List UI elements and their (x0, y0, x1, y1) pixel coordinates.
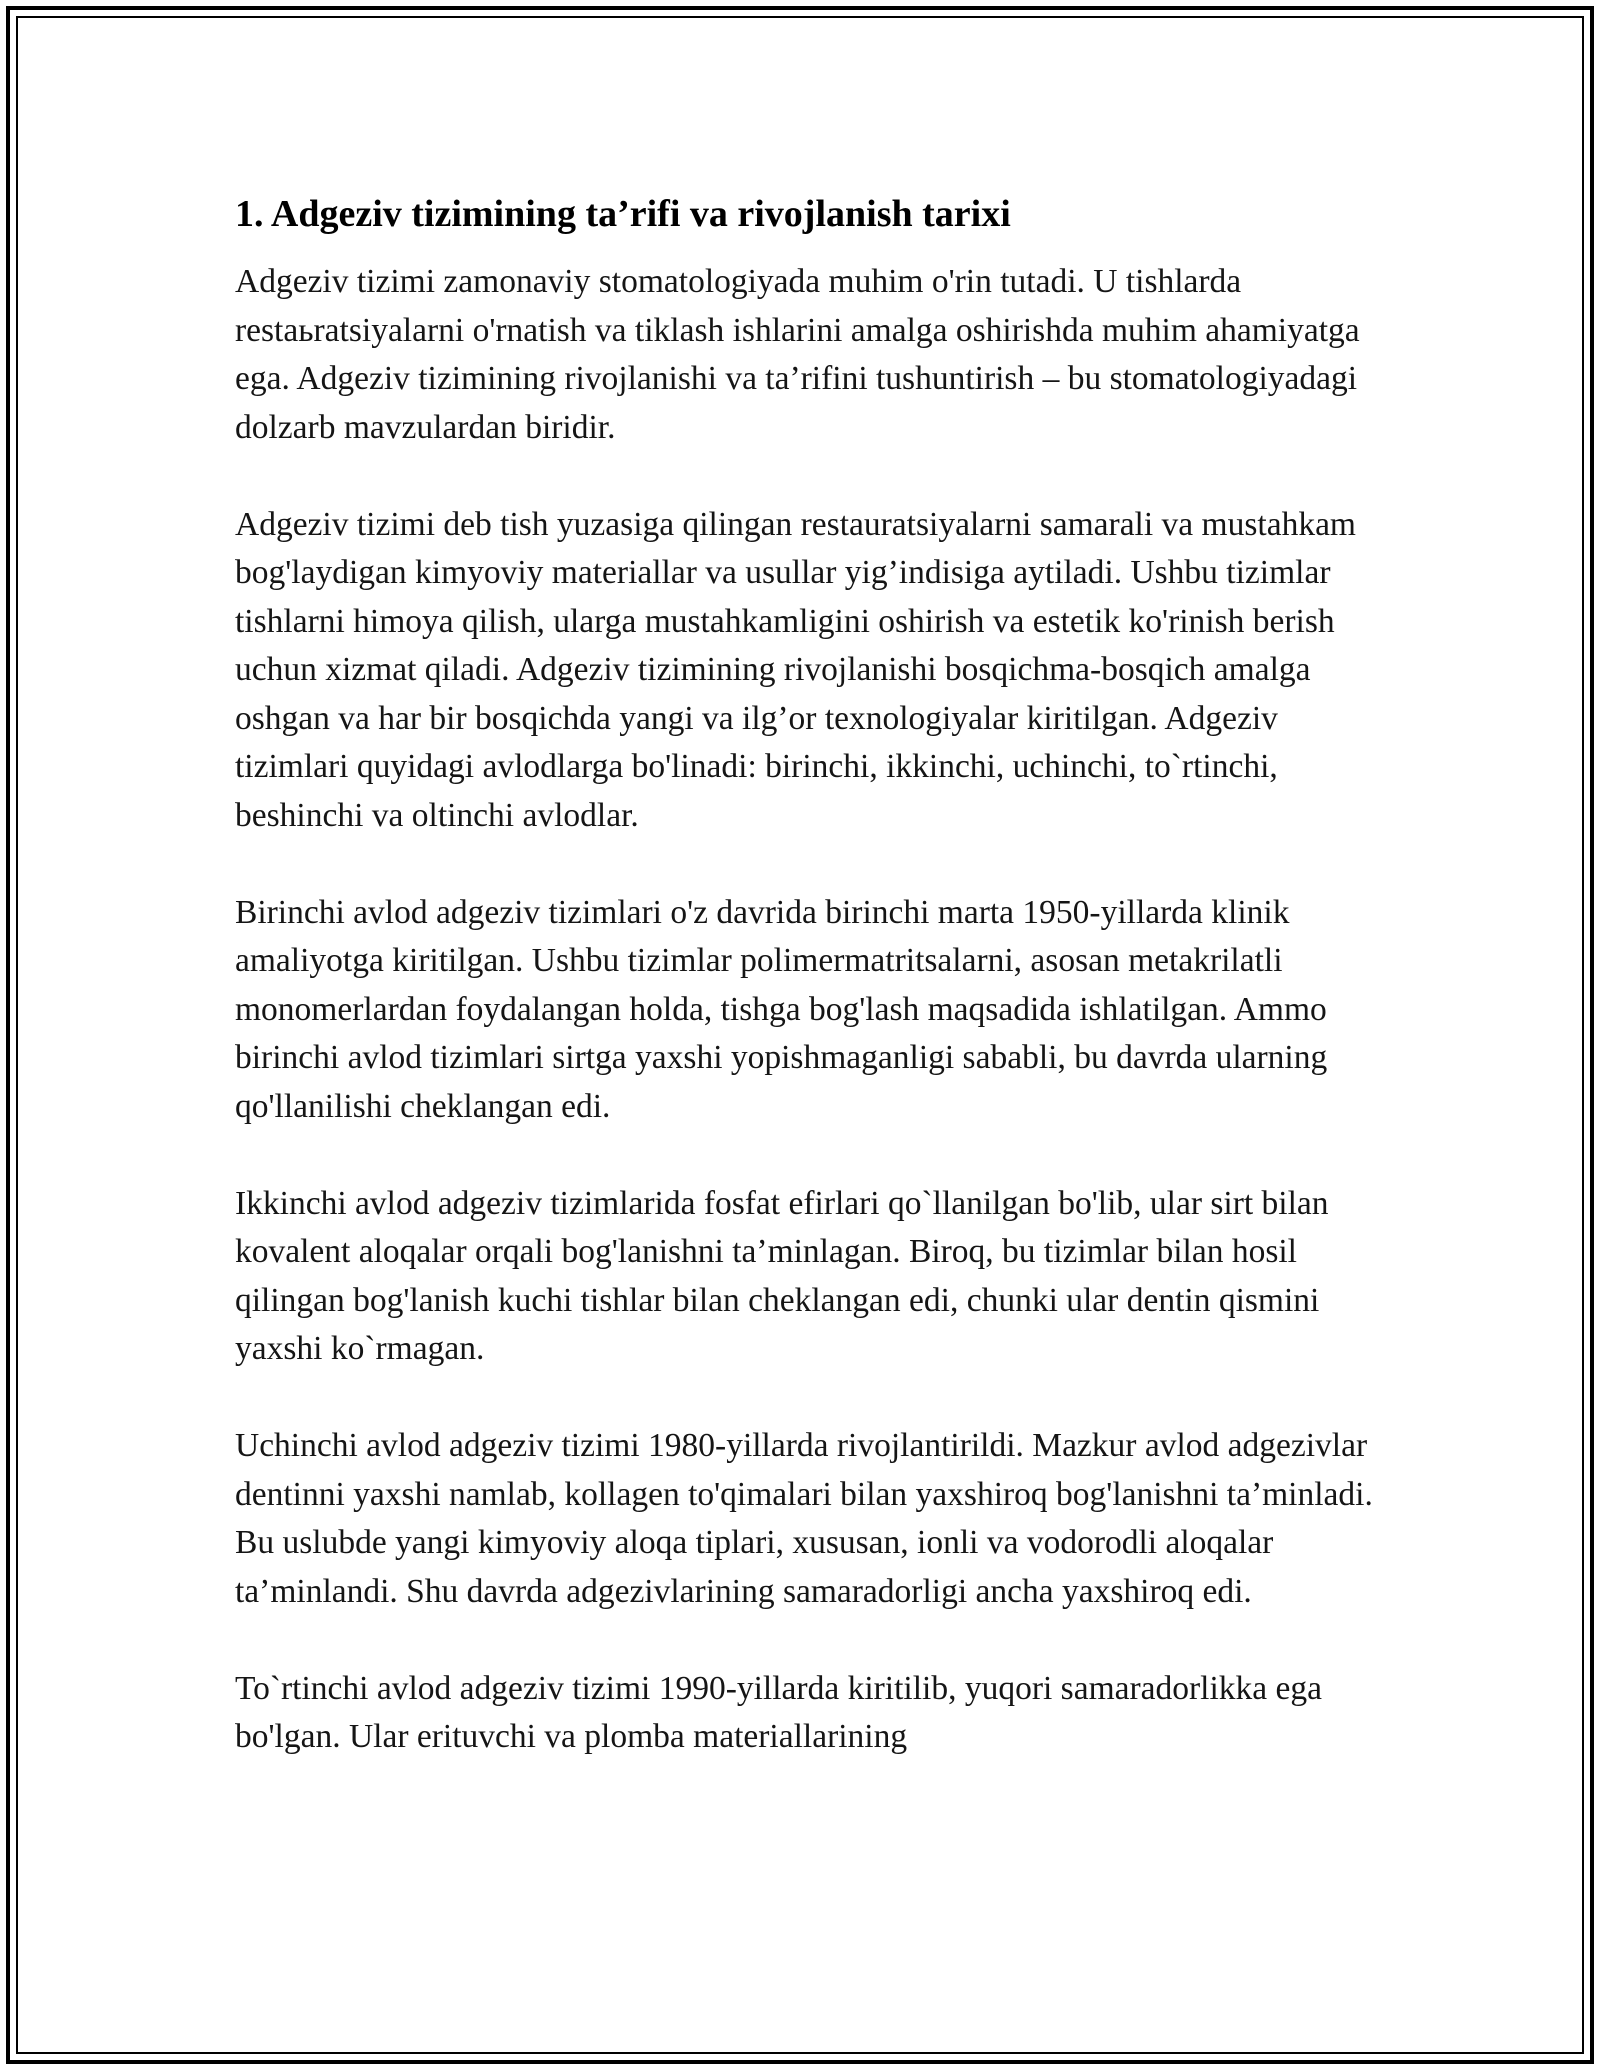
paragraph-definition: Adgeziv tizimi deb tish yuzasiga qilingan restauratsiyalarni samarali va mustahkam bog'laydigan kimyoviy materiallar va usullar yig’indisiga aytiladi. Ushbu tizimlar tishlarni himoya qilish, ularga mustahkamligini oshirish va estetik ko'rinish berish uchun xizmat qiladi. Adgeziv tizimining rivojlanishi bosqichma-bosqich amalga oshgan va har bir bosqichda yangi va ilg’or texnologiyalar kiritilgan. Adgeziv tizimlari quyidagi avlodlarga bo'linadi: birinchi, ikkinchi, uchinchi, to`rtinchi, beshinchi va oltinchi avlodlar. (235, 505, 1356, 834)
paragraph-fourth-generation: To`rtinchi avlod adgeziv tizimi 1990-yillarda kiritilib, yuqori samaradorlikka ega bo'lgan. Ular erituvchi va plomba materiallarining (235, 1669, 1323, 1755)
paragraph-second-generation: Ikkinchi avlod adgeziv tizimlarida fosfat efirlari qo`llanilgan bo'lib, ular sirt bilan kovalent aloqalar orqali bog'lanishni ta’minlagan. Biroq, bu tizimlar bilan hosil qilingan bog'lanish kuchi tishlar bilan cheklangan edi, chunki ular dentin qismini yaxshi ko`rmagan. (235, 1184, 1329, 1367)
section-heading: 1. Adgeziv tizimining ta’rifi va rivojlanish tarixi (235, 193, 1011, 235)
paragraph-intro: Adgeziv tizimi zamonaviy stomatologiyada muhim o'rin tutadi. U tishlarda restaьratsiyalarni o'rnatish va tiklash ishlarini amalga oshirishda muhim ahamiyatga ega. Adgeziv tizimining rivojlanishi va ta’rifini tushuntirish – bu stomatologiyadagi dolzarb mavzulardan biridir. (235, 263, 1360, 446)
document-body (235, 188, 1375, 1762)
paragraph-first-generation: Birinchi avlod adgeziv tizimlari o'z davrida birinchi marta 1950-yillarda klinik amaliyotga kiritilgan. Ushbu tizimlar polimermatritsalarni, asosan metakrilatli monomerlardan foydalangan holda, tishga bog'lash maqsadida ishlatilgan. Ammo birinchi avlod tizimlari sirtga yaxshi yopishmaganligi sababli, bu davrda ularning qo'llanilishi cheklangan edi. (235, 893, 1328, 1125)
paragraph-third-generation: Uchinchi avlod adgeziv tizimi 1980-yillarda rivojlantirildi. Mazkur avlod adgezivlar dentinni yaxshi namlab, kollagen to'qimalari bilan yaxshiroq bog'lanishni ta’minladi. Bu uslubde yangi kimyoviy aloqa tiplari, xususan, ionli va vodorodli aloqalar ta’minlandi. Shu davrda adgezivlarining samaradorligi ancha yaxshiroq edi. (235, 1427, 1373, 1610)
